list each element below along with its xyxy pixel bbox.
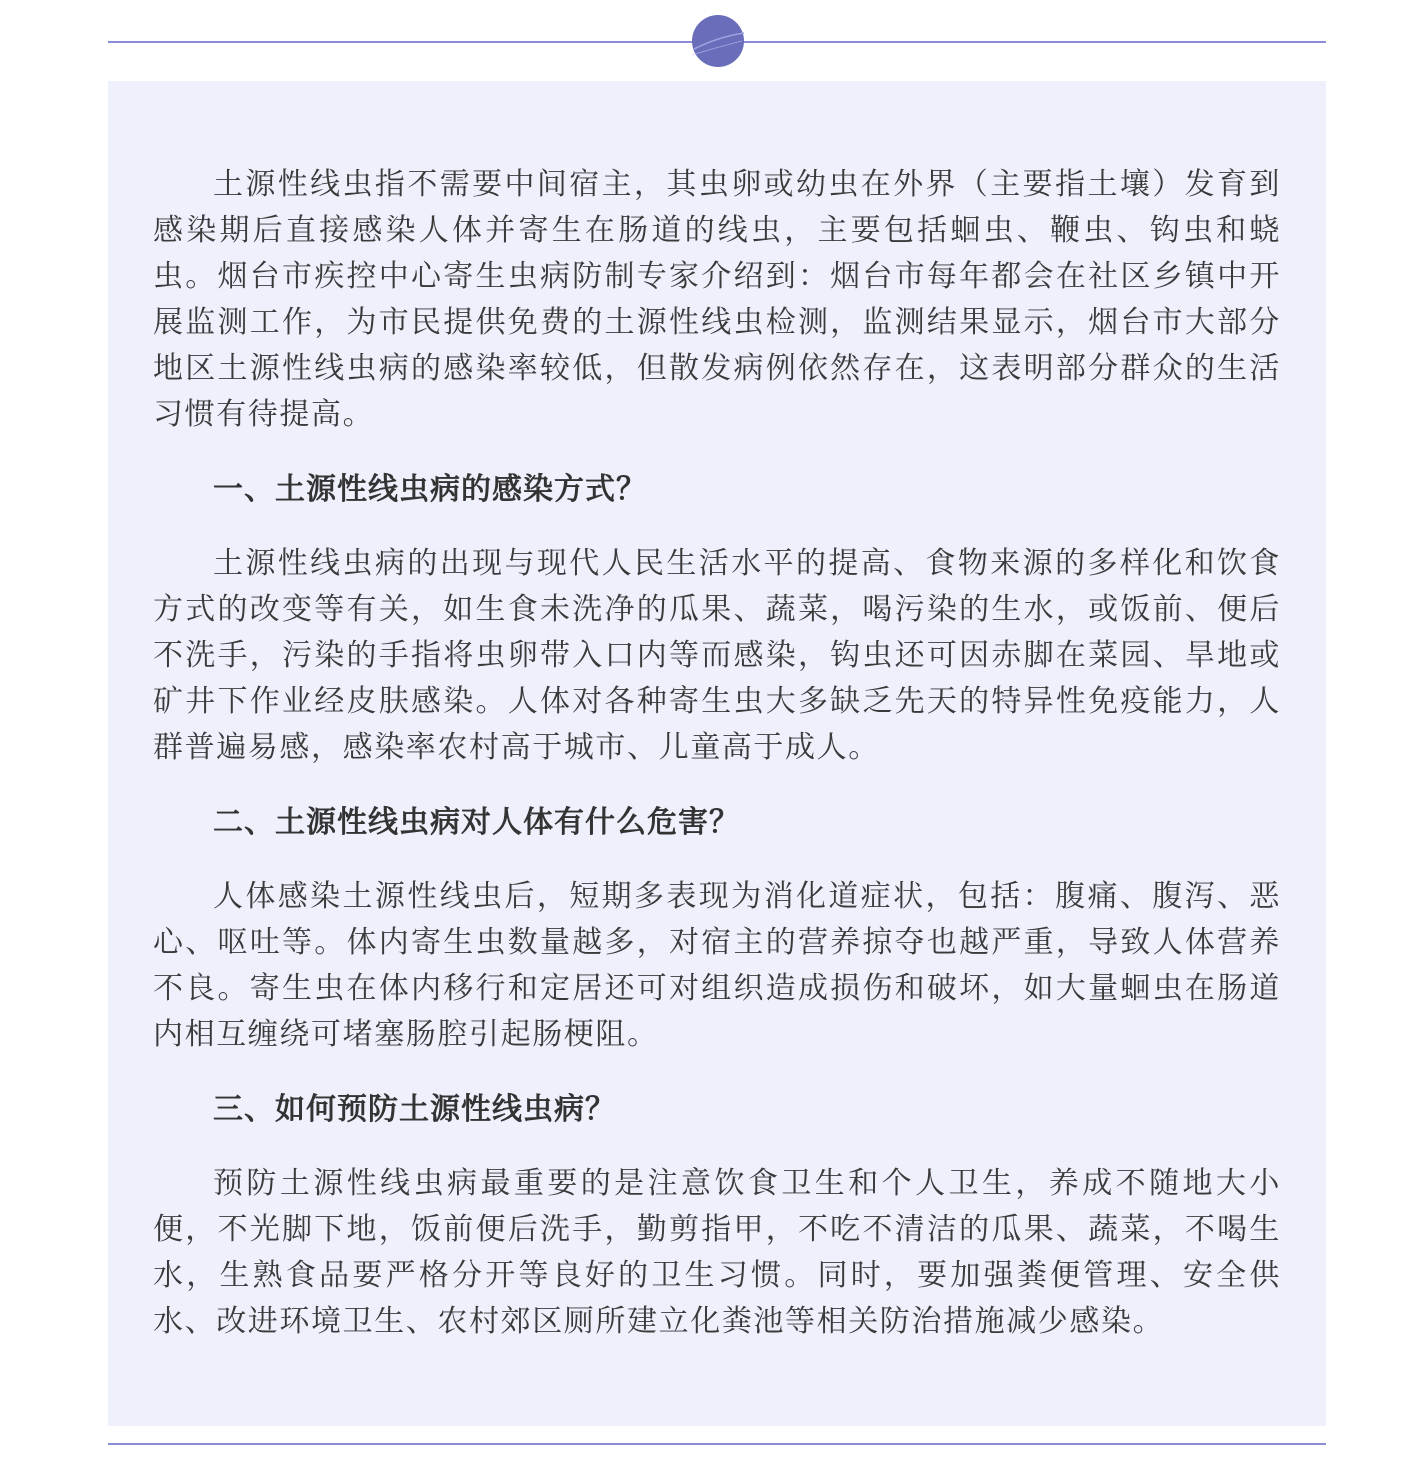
section-heading-infection-route: 一、土源性线虫病的感染方式？	[213, 472, 647, 507]
section-heading-harm: 二、土源性线虫病对人体有什么危害？	[213, 805, 740, 840]
section-paragraph-harm: 人体感染土源性线虫后，短期多表现为消化道症状，包括：腹痛、腹泻、恶心、呕吐等。体内寄生虫数量越多，对宿主的营养掠夺也越严重，导致人体营养不良。寄生虫在体内移行和定居还可对组织造成损伤和破坏，如大量蛔虫在肠道内相互缠绕可堵塞肠腔引起肠梗阻。	[153, 879, 1281, 1052]
section-paragraph-prevention: 预防土源性线虫病最重要的是注意饮食卫生和个人卫生，养成不随地大小便，不光脚下地，饭前便后洗手，勤剪指甲，不吃不清洁的瓜果、蔬菜，不喝生水，生熟食品要严格分开等良好的卫生习惯。同时，要加强粪便管理、安全供水、改进环境卫生、农村郊区厕所建立化粪池等相关防治措施减少感染。	[153, 1166, 1281, 1339]
section-paragraph-infection-route: 土源性线虫病的出现与现代人民生活水平的提高、食物来源的多样化和饮食方式的改变等有关，如生食未洗净的瓜果、蔬菜，喝污染的生水，或饭前、便后不洗手，污染的手指将虫卵带入口内等而感染，钩虫还可因赤脚在菜园、旱地或矿井下作业经皮肤感染。人体对各种寄生虫大多缺乏先天的特异性免疫能力，人群普遍易感，感染率农村高于城市、儿童高于成人。	[153, 546, 1281, 765]
planet-icon	[690, 13, 746, 69]
intro-paragraph: 土源性线虫指不需要中间宿主，其虫卵或幼虫在外界（主要指土壤）发育到感染期后直接感染人体并寄生在肠道的线虫，主要包括蛔虫、鞭虫、钩虫和蛲虫。烟台市疾控中心寄生虫病防制专家介绍到：烟台市每年都会在社区乡镇中开展监测工作，为市民提供免费的土源性线虫检测，监测结果显示，烟台市大部分地区土源性线虫病的感染率较低，但散发病例依然存在，这表明部分群众的生活习惯有待提高。	[153, 167, 1281, 432]
bottom-divider-line	[108, 1443, 1326, 1445]
article-body	[153, 162, 1281, 1345]
section-heading-prevention: 三、如何预防土源性线虫病？	[213, 1092, 616, 1127]
